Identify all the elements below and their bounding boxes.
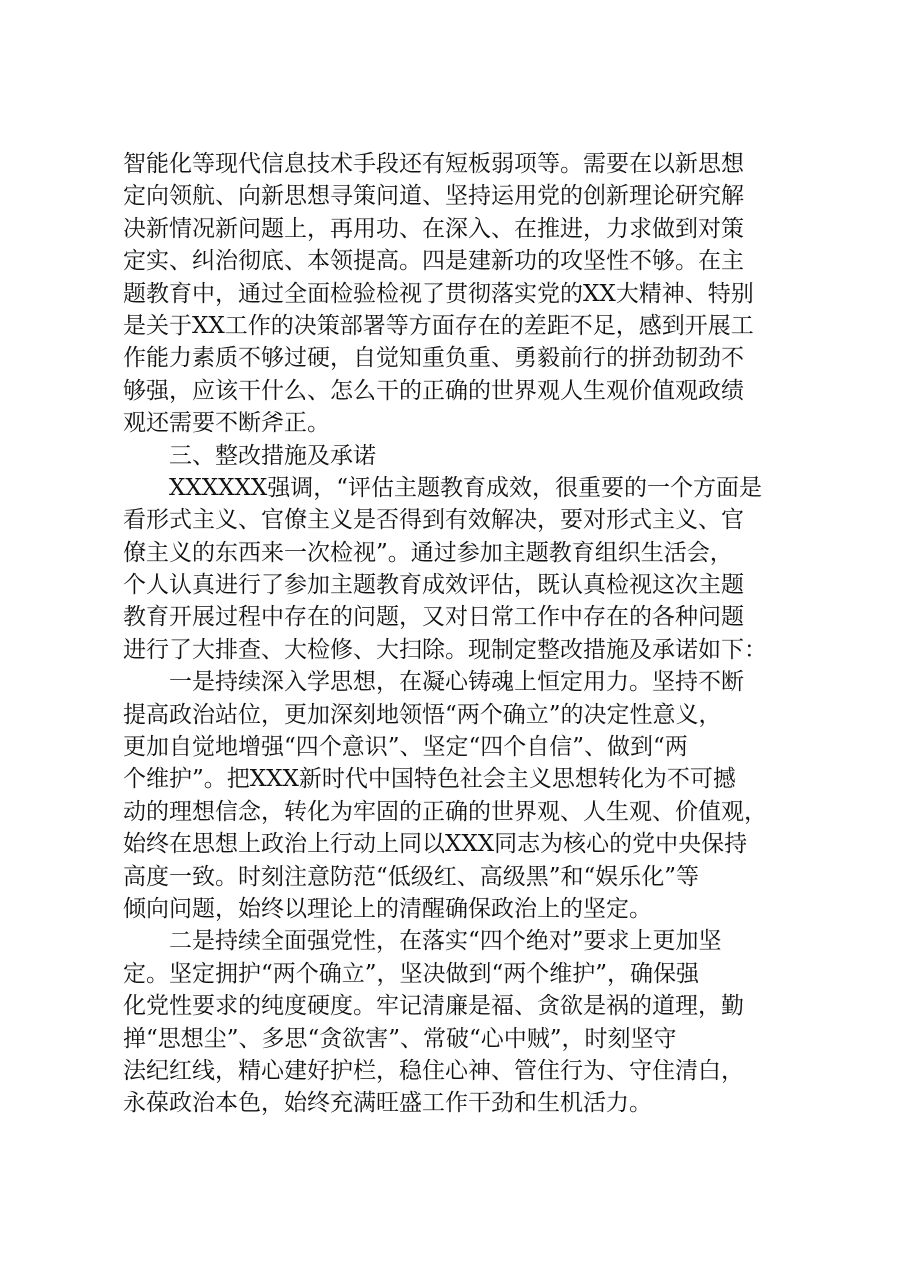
text-line: 进行了大排查、大检修、大扫除。现制定整改措施及承诺如下： [123,636,767,663]
text-line: 法纪红线，精心建好护栏，稳住心神、管住行为、守住清白， [123,1057,744,1084]
text-line: 个人认真进行了参加主题教育成效评估，既认真检视这次主题 [123,572,744,599]
text-line: 是关于XX工作的决策部署等方面存在的差距不足，感到开展工 [123,312,754,339]
text-line: XXXXXX强调，“评估主题教育成效，很重要的一个方面是 [169,474,763,501]
text-line: 三、整改措施及承诺 [169,442,376,469]
document-body [123,148,803,1120]
text-line: 二是持续全面强党性，在落实“四个绝对”要求上更加坚 [169,928,722,955]
text-line: 决新情况新问题上，再用功、在深入、在推进，力求做到对策 [123,215,744,242]
text-line: 智能化等现代信息技术手段还有短板弱项等。需要在以新思想 [123,151,744,177]
text-line: 题教育中，通过全面检验检视了贯彻落实党的XX大精神、特别 [123,280,754,307]
text-line: 够强，应该干什么、怎么干的正确的世界观人生观价值观政绩 [123,377,744,404]
text-line: 倾向问题，始终以理论上的清醒确保政治上的坚定。 [123,895,652,922]
text-line: 定。坚定拥护“两个确立”，坚决做到“两个维护”，确保强 [123,960,700,987]
text-line: 始终在思想上政治上行动上同以XXX同志为核心的党中央保持 [123,831,748,858]
text-line: 定向领航、向新思想寻策问道、坚持运用党的创新理论研究解 [123,183,744,210]
text-line: 一是持续深入学思想，在凝心铸魂上恒定用力。坚持不断 [169,669,744,696]
text-line: 动的理想信念，转化为牢固的正确的世界观、人生观、价值观， [123,798,767,825]
text-line: 作能力素质不够过硬，自觉知重负重、勇毅前行的拼劲韧劲不 [123,345,744,372]
text-line: 看形式主义、官僚主义是否得到有效解决，要对形式主义、官 [123,507,744,534]
text-line: 观还需要不断斧正。 [123,410,330,437]
text-line: 教育开展过程中存在的问题，又对日常工作中存在的各种问题 [123,604,744,631]
text-line: 定实、纠治彻底、本领提高。四是建新功的攻坚性不够。在主 [123,248,744,275]
text-line: 永葆政治本色，始终充满旺盛工作干劲和生机活力。 [123,1090,652,1117]
text-line: 高度一致。时刻注意防范“低级红、高级黑”和“娱乐化”等 [123,863,700,890]
text-line: 个维护”。把XXX新时代中国特色社会主义思想转化为不可撼 [123,766,736,793]
text-line: 化党性要求的纯度硬度。牢记清廉是福、贪欲是祸的道理，勤 [123,993,744,1020]
text-line: 僚主义的东西来一次检视”。通过参加主题教育组织生活会， [123,539,733,566]
text-line: 提高政治站位，更加深刻地领悟“两个确立”的决定性意义， [123,701,722,728]
text-line: 掸“思想尘”、多思“贪欲害”、常破“心中贼”，时刻坚守 [123,1025,677,1052]
text-line: 更加自觉地增强“四个意识”、坚定“四个自信”、做到“两 [123,734,688,761]
